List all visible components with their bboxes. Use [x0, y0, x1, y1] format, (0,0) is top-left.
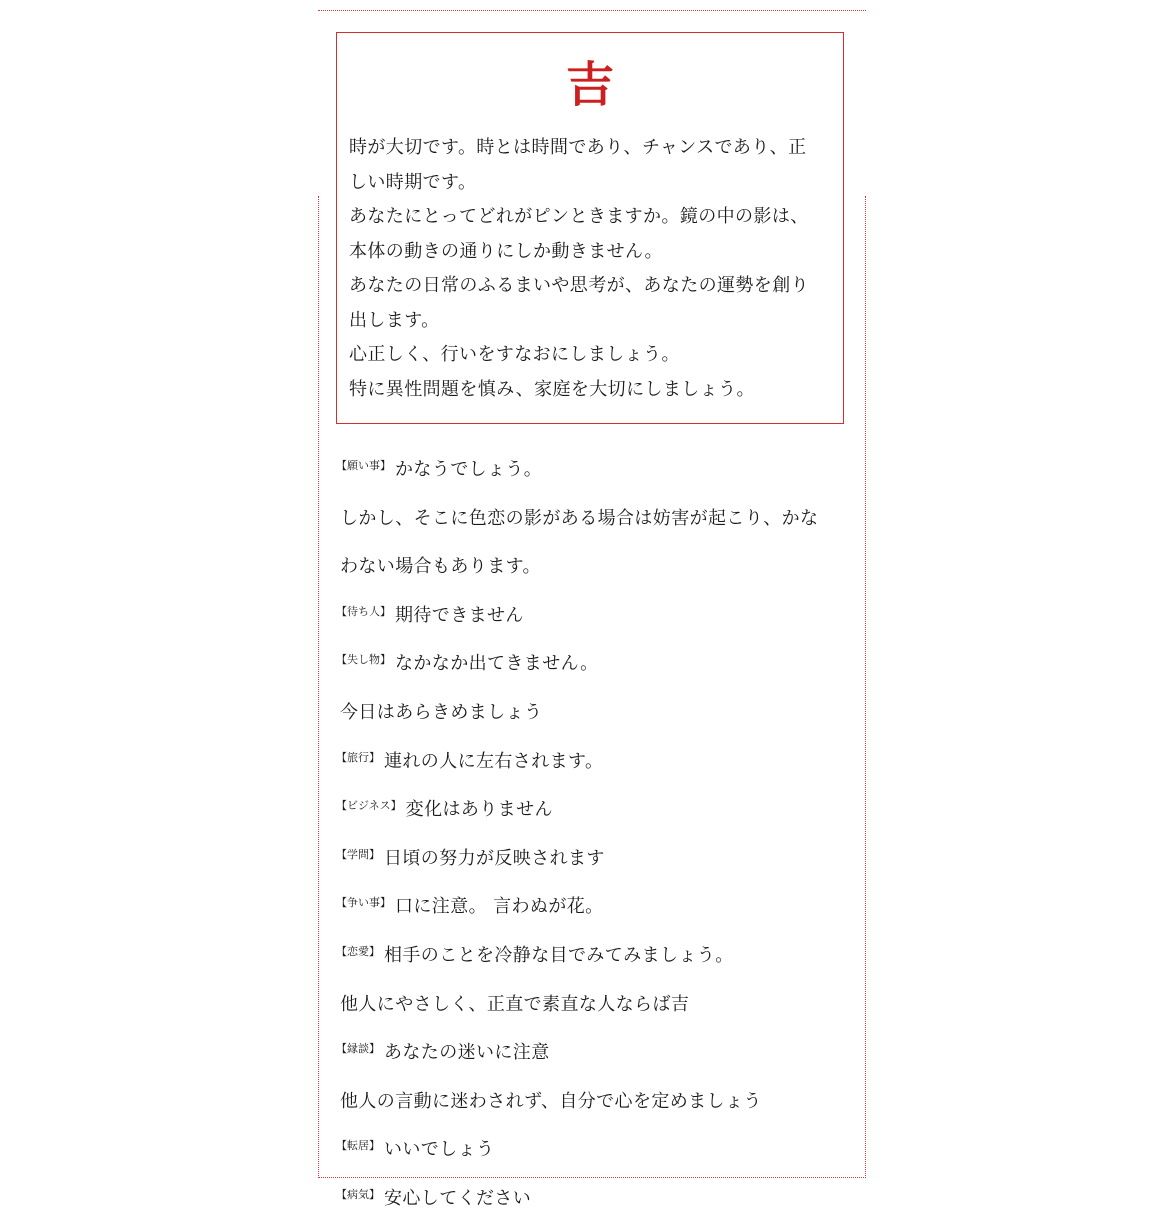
detail-text: いいでしょう	[384, 1139, 495, 1161]
detail-category-label: 【失し物】	[336, 653, 391, 667]
detail-line-illness	[336, 1173, 856, 1222]
detail-line-wish-cont	[336, 493, 856, 542]
detail-line-wish-cont	[336, 541, 856, 590]
detail-text: 口に注意。 言わぬが花。	[395, 896, 604, 918]
detail-category-label: 【転居】	[336, 1139, 380, 1153]
detail-category-label: 【病気】	[336, 1187, 380, 1201]
detail-line-love-cont	[336, 979, 856, 1028]
detail-line-study	[336, 833, 856, 882]
fortune-box	[336, 32, 844, 424]
detail-text: 日頃の努力が反映されます	[384, 847, 605, 869]
omikuji-slip	[318, 10, 866, 1209]
fortune-message-line: 本体の動きの通りにしか動きません。	[349, 240, 663, 262]
fortune-message-line: あなたにとってどれがピンときますか。鏡の中の影は、	[349, 206, 809, 227]
fortune-details	[336, 444, 856, 1222]
detail-text: 安心してください	[384, 1187, 532, 1209]
fortune-message-line: 時が大切です。時とは時間であり、チャンスであり、正	[349, 137, 807, 158]
fortune-message-line: しい時期です。	[349, 171, 477, 193]
detail-line-awaited-person	[336, 590, 856, 639]
right-dotted-border	[865, 196, 866, 1178]
top-dotted-border	[318, 10, 866, 11]
fortune-message-line: 特に異性問題を慎み、家庭を大切にしましょう。	[349, 378, 755, 400]
detail-line-lost-item-cont	[336, 687, 856, 736]
detail-text: 相手のことを冷静な目でみてみましょう。	[384, 944, 734, 966]
detail-line-dispute	[336, 881, 856, 930]
detail-line-lost-item	[336, 638, 856, 687]
detail-text: 期待できません	[395, 604, 524, 626]
detail-category-label: 【願い事】	[336, 459, 391, 472]
fortune-message-line: 出します。	[349, 309, 440, 331]
fortune-grade: 吉	[565, 57, 614, 113]
left-dotted-border	[318, 196, 319, 1178]
detail-line-love	[336, 930, 856, 979]
detail-text: 変化はありません	[405, 799, 553, 821]
detail-category-label: 【学問】	[336, 847, 380, 861]
detail-line-travel	[336, 736, 856, 785]
detail-text: しかし、そこに色恋の影がある場合は妨害が起こり、かな	[340, 507, 819, 529]
detail-text: 連れの人に左右されます。	[384, 750, 604, 772]
detail-category-label: 【ビジネス】	[336, 799, 402, 813]
detail-line-marriage-cont	[336, 1076, 856, 1125]
detail-category-label: 【争い事】	[336, 896, 391, 910]
detail-line-moving	[336, 1124, 856, 1173]
fortune-message	[349, 131, 839, 407]
detail-category-label: 【縁談】	[336, 1042, 380, 1056]
detail-text: 他人にやさしく、正直で素直な人ならば吉	[340, 993, 690, 1015]
detail-text: あなたの迷いに注意	[384, 1042, 550, 1064]
detail-text: 今日はあらきめましょう	[340, 701, 543, 723]
detail-text: 他人の言動に迷わされず、自分で心を定めましょう	[340, 1090, 762, 1112]
detail-line-marriage	[336, 1027, 856, 1076]
detail-line-business	[336, 784, 856, 833]
detail-text: わない場合もあります。	[340, 556, 541, 578]
fortune-message-line: あなたの日常のふるまいや思考が、あなたの運勢を創り	[349, 275, 809, 296]
detail-line-wish	[336, 444, 856, 493]
detail-text: かなうでしょう。	[395, 459, 543, 480]
detail-category-label: 【旅行】	[336, 750, 380, 764]
fortune-message-line: 心正しく、行いをすなおにしましょう。	[349, 344, 680, 365]
detail-category-label: 【恋愛】	[336, 944, 380, 958]
detail-text: なかなか出てきません。	[395, 653, 599, 675]
detail-category-label: 【待ち人】	[336, 604, 391, 618]
